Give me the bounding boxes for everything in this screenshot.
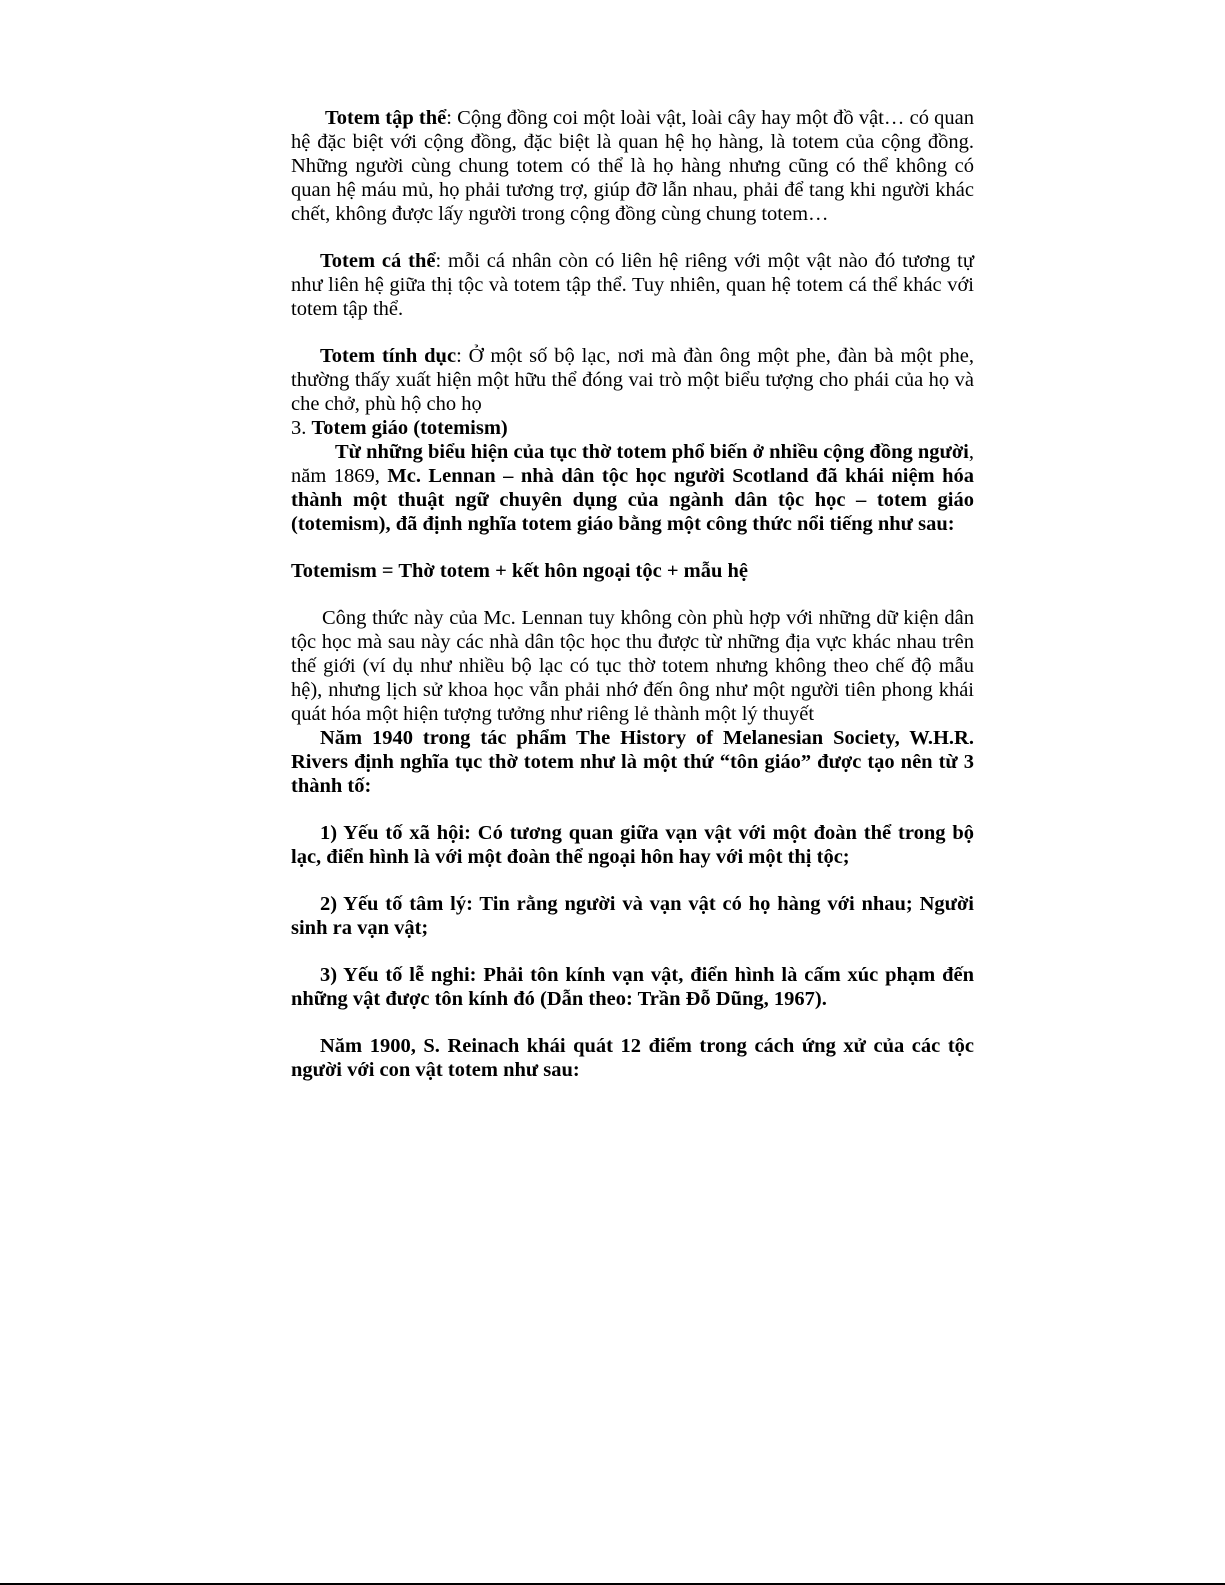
- spacer: [291, 583, 974, 606]
- list-item-psychological: 2) Yếu tố tâm lý: Tin rằng người và vạn vật có họ hàng với nhau; Người sinh ra vạn vật;: [291, 893, 974, 939]
- spacer: [291, 940, 974, 963]
- paragraph-text: , năm 1869,: [291, 441, 974, 487]
- spacer: [291, 1011, 974, 1034]
- paragraph-bold-text: Mc. Lennan – nhà dân tộc học người Scotland đã khái niệm hóa thành một thuật ngữ chuyên dụng của ngành dân tộc học – totem giáo (totemism), đã định nghĩa totem giáo bằng một công thức nổi tiếng như sau:: [291, 465, 975, 535]
- totemism-formula: Totemism = Thờ totem + kết hôn ngoại tộc + mẫu hệ: [291, 560, 748, 582]
- paragraph-rivers: Năm 1940 trong tác phẩm The History of Melanesian Society, W.H.R. Rivers định nghĩa tục thờ totem như là một thứ “tôn giáo” được tạo nên từ 3 thành tố:: [291, 727, 974, 797]
- spacer: [291, 321, 974, 344]
- paragraph-mclennan: [291, 440, 974, 536]
- paragraph-totem-sexual: [291, 344, 974, 416]
- list-item-social: 1) Yếu tố xã hội: Có tương quan giữa vạn vật với một đoàn thể trong bộ lạc, điển hình là với một đoàn thể ngoại hôn hay với một thị tộc;: [291, 822, 974, 868]
- term-totem-sexual: Totem tính dục: [320, 345, 457, 367]
- paragraph-text: : Cộng đồng coi một loài vật, loài cây hay một đồ vật… có quan hệ đặc biệt với cộng đồng, đặc biệt là quan hệ họ hàng, là totem của cộng đồng. Những người cùng chung totem có thể là họ hàng nhưng cũng có thể không có quan hệ máu mủ, họ phải tương trợ, giúp đỡ lẫn nhau, phải để tang khi người khác chết, không được lấy người trong cộng đồng cùng chung totem…: [291, 107, 974, 225]
- paragraph-bold-lead: Từ những biểu hiện của tục thờ totem phổ biến ở nhiều cộng đồng người: [335, 441, 969, 463]
- section-number: 3.: [291, 417, 312, 439]
- paragraph-text: : mỗi cá nhân còn có liên hệ riêng với một vật nào đó tương tự như liên hệ giữa thị tộc và totem tập thể. Tuy nhiên, quan hệ totem cá thể khác với totem tập thể.: [291, 250, 974, 320]
- list-item-ritual: 3) Yếu tố lễ nghi: Phải tôn kính vạn vật, điển hình là cấm xúc phạm đến những vật được tôn kính đó (Dẫn theo: Trần Đỗ Dũng, 1967).: [291, 964, 974, 1010]
- term-totem-collective: Totem tập thể: [325, 107, 447, 129]
- term-totem-individual: Totem cá thể: [320, 250, 436, 272]
- paragraph-reinach: Năm 1900, S. Reinach khái quát 12 điểm trong cách ứng xử của các tộc người với con vật totem như sau:: [291, 1035, 974, 1081]
- spacer: [291, 226, 974, 249]
- paragraph-totem-collective: [291, 106, 974, 226]
- document-page: [291, 106, 974, 1082]
- section-title: Totem giáo (totemism): [311, 417, 508, 439]
- paragraph-formula-critique: Công thức này của Mc. Lennan tuy không còn phù hợp với những dữ kiện dân tộc học mà sau này các nhà dân tộc học thu được từ những địa vực khác nhau trên thế giới (ví dụ như nhiều bộ lạc có tục thờ totem nhưng không theo chế độ mẫu hệ), nhưng lịch sử khoa học vẫn phải nhớ đến ông như một người tiên phong khái quát hóa một hiện tượng tưởng như riêng lẻ thành một lý thuyết: [291, 607, 974, 725]
- spacer: [291, 869, 974, 892]
- section-heading: [291, 416, 974, 440]
- spacer: [291, 798, 974, 821]
- paragraph-text: : Ở một số bộ lạc, nơi mà đàn ông một phe, đàn bà một phe, thường thấy xuất hiện một hữu thể đóng vai trò một biểu tượng cho phái của họ và che chở, phù hộ cho họ: [291, 345, 974, 415]
- spacer: [291, 536, 974, 559]
- paragraph-totem-individual: [291, 249, 974, 321]
